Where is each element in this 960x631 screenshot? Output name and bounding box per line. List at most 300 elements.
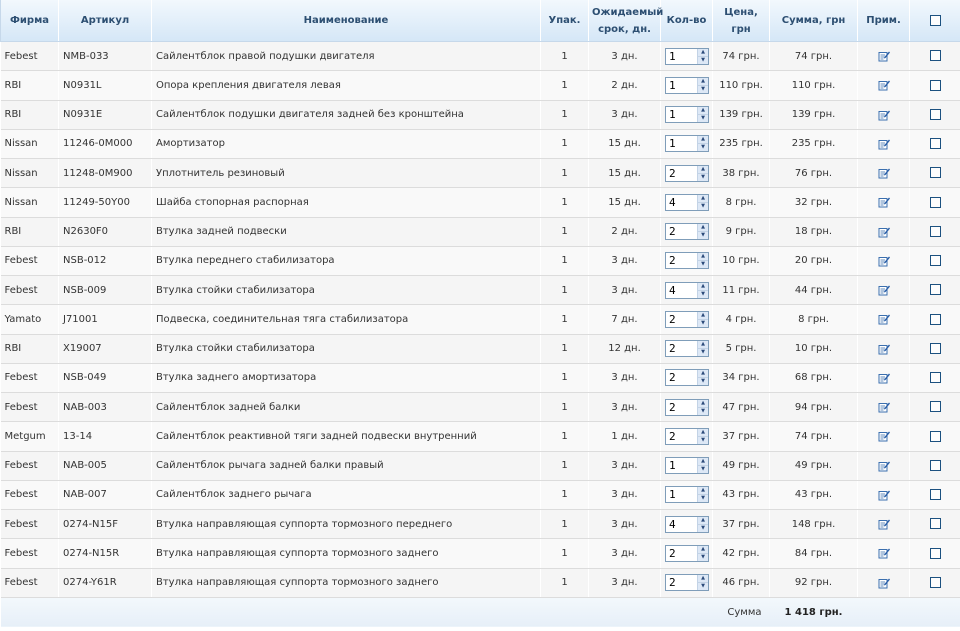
spin-down-icon[interactable]: ▼: [698, 231, 708, 239]
cell-article: 11248-0M900: [59, 159, 152, 188]
col-header-select-all[interactable]: [910, 0, 960, 42]
spin-down-icon[interactable]: ▼: [698, 114, 708, 122]
cell-qty: [661, 42, 713, 71]
cell-term: 3 дн.: [589, 393, 661, 422]
quantity-stepper[interactable]: [665, 545, 709, 562]
row-select-checkbox[interactable]: [930, 226, 941, 237]
cell-price: 235 грн.: [713, 129, 770, 158]
cell-name: Сайлентблок рычага задней балки правый: [152, 451, 541, 480]
cell-note: [858, 510, 910, 539]
quantity-spin-buttons[interactable]: [697, 370, 708, 385]
cell-name: Втулка направляющая суппорта тормозного переднего: [152, 510, 541, 539]
edit-note-icon[interactable]: [862, 255, 905, 267]
cell-article: N2630F0: [59, 217, 152, 246]
cell-firm: RBI: [1, 217, 59, 246]
cell-sum: 84 грн.: [770, 539, 858, 568]
cell-firm: Febest: [1, 393, 59, 422]
row-select-checkbox[interactable]: [930, 372, 941, 383]
quantity-spin-buttons[interactable]: [697, 341, 708, 356]
table-row: [1, 100, 960, 129]
cell-sum: 235 грн.: [770, 129, 858, 158]
cell-article: NSB-012: [59, 246, 152, 275]
cell-qty: [661, 129, 713, 158]
cell-price: 46 грн.: [713, 568, 770, 597]
table-row: [1, 568, 960, 597]
quantity-spin-buttons[interactable]: [697, 224, 708, 239]
cell-pack: 1: [541, 334, 589, 363]
cell-pack: 1: [541, 188, 589, 217]
spin-down-icon[interactable]: ▼: [698, 582, 708, 590]
cell-sum: 43 грн.: [770, 480, 858, 509]
col-header-note: Прим.: [858, 0, 910, 42]
cell-firm: RBI: [1, 71, 59, 100]
cell-price: 37 грн.: [713, 510, 770, 539]
quantity-spin-buttons[interactable]: [697, 253, 708, 268]
edit-note-icon[interactable]: [862, 284, 905, 296]
cell-firm: Febest: [1, 42, 59, 71]
cell-term: 1 дн.: [589, 422, 661, 451]
cell-sum: 44 грн.: [770, 276, 858, 305]
table-row: [1, 539, 960, 568]
col-header-qty: Кол-во: [661, 0, 713, 42]
cell-note: [858, 188, 910, 217]
cell-price: 38 грн.: [713, 159, 770, 188]
edit-note-icon[interactable]: [862, 313, 905, 325]
cell-qty: [661, 217, 713, 246]
quantity-stepper[interactable]: [665, 516, 709, 533]
cell-qty: [661, 393, 713, 422]
edit-note-icon[interactable]: [862, 79, 905, 91]
cell-select: [910, 217, 960, 246]
quantity-spin-buttons[interactable]: [697, 49, 708, 64]
spin-up-icon[interactable]: ▲: [701, 370, 705, 377]
quantity-input[interactable]: [666, 312, 697, 327]
row-select-checkbox[interactable]: [930, 138, 941, 149]
edit-note-icon[interactable]: [862, 430, 905, 442]
table-row: [1, 480, 960, 509]
spin-down-icon[interactable]: ▼: [698, 436, 708, 444]
quantity-input[interactable]: [666, 253, 697, 268]
cell-article: 0274-N15R: [59, 539, 152, 568]
quantity-input[interactable]: [666, 546, 697, 561]
cell-sum: 139 грн.: [770, 100, 858, 129]
cell-qty: [661, 71, 713, 100]
spin-up-icon[interactable]: ▲: [701, 487, 705, 494]
cell-name: Втулка стойки стабилизатора: [152, 334, 541, 363]
cell-firm: Febest: [1, 510, 59, 539]
col-header-pack: Упак.: [541, 0, 589, 42]
spin-down-icon[interactable]: ▼: [698, 377, 708, 385]
cell-article: NSB-049: [59, 363, 152, 392]
cell-pack: 1: [541, 42, 589, 71]
cell-note: [858, 480, 910, 509]
cell-pack: 1: [541, 568, 589, 597]
edit-note-icon[interactable]: [862, 372, 905, 384]
spin-up-icon[interactable]: ▲: [701, 77, 705, 84]
quantity-input[interactable]: [666, 341, 697, 356]
cell-name: Втулка задней подвески: [152, 217, 541, 246]
cell-note: [858, 393, 910, 422]
row-select-checkbox[interactable]: [930, 401, 941, 412]
cell-qty: [661, 510, 713, 539]
cell-term: 3 дн.: [589, 510, 661, 539]
cell-term: 3 дн.: [589, 480, 661, 509]
quantity-input[interactable]: [666, 429, 697, 444]
spin-up-icon[interactable]: ▲: [701, 575, 705, 582]
spin-down-icon[interactable]: ▼: [698, 85, 708, 93]
cell-firm: RBI: [1, 100, 59, 129]
edit-note-icon[interactable]: [862, 343, 905, 355]
footer-label: Сумма: [1, 597, 770, 627]
quantity-stepper[interactable]: [665, 369, 709, 386]
row-select-checkbox[interactable]: [930, 167, 941, 178]
quantity-input[interactable]: [666, 195, 697, 210]
cell-article: 11246-0M000: [59, 129, 152, 158]
cell-note: [858, 71, 910, 100]
quantity-stepper[interactable]: [665, 457, 709, 474]
spin-down-icon[interactable]: ▼: [698, 553, 708, 561]
cell-name: Подвеска, соединительная тяга стабилизатора: [152, 305, 541, 334]
cell-qty: [661, 159, 713, 188]
cell-firm: Febest: [1, 363, 59, 392]
quantity-spin-buttons[interactable]: [697, 458, 708, 473]
quantity-stepper[interactable]: [665, 223, 709, 240]
cell-name: Сайлентблок правой подушки двигателя: [152, 42, 541, 71]
spin-up-icon[interactable]: ▲: [701, 136, 705, 143]
cell-note: [858, 422, 910, 451]
col-header-price: Цена, грн: [713, 0, 770, 42]
cell-note: [858, 451, 910, 480]
cell-article: X19007: [59, 334, 152, 363]
cell-pack: 1: [541, 71, 589, 100]
spin-up-icon[interactable]: ▲: [701, 399, 705, 406]
table-row: [1, 510, 960, 539]
spin-up-icon[interactable]: ▲: [701, 165, 705, 172]
quantity-stepper[interactable]: [665, 399, 709, 416]
quantity-input[interactable]: [666, 166, 697, 181]
cell-qty: [661, 334, 713, 363]
quantity-stepper[interactable]: [665, 428, 709, 445]
quantity-spin-buttons[interactable]: [697, 546, 708, 561]
spin-down-icon[interactable]: ▼: [698, 173, 708, 181]
row-select-checkbox[interactable]: [930, 431, 941, 442]
cell-note: [858, 100, 910, 129]
cell-qty: [661, 188, 713, 217]
cell-select: [910, 393, 960, 422]
cell-firm: Yamato: [1, 305, 59, 334]
quantity-input[interactable]: [666, 487, 697, 502]
edit-note-icon[interactable]: [862, 138, 905, 150]
cell-name: Сайлентблок задней балки: [152, 393, 541, 422]
edit-note-icon[interactable]: [862, 547, 905, 559]
cell-term: 3 дн.: [589, 246, 661, 275]
quantity-stepper[interactable]: [665, 282, 709, 299]
row-select-checkbox[interactable]: [930, 343, 941, 354]
cell-price: 74 грн.: [713, 42, 770, 71]
spin-down-icon[interactable]: ▼: [698, 260, 708, 268]
row-select-checkbox[interactable]: [930, 50, 941, 61]
cell-pack: 1: [541, 422, 589, 451]
quantity-spin-buttons[interactable]: [697, 429, 708, 444]
cell-price: 4 грн.: [713, 305, 770, 334]
cell-price: 42 грн.: [713, 539, 770, 568]
cell-firm: Febest: [1, 539, 59, 568]
cell-select: [910, 159, 960, 188]
spin-up-icon[interactable]: ▲: [701, 341, 705, 348]
cell-pack: 1: [541, 393, 589, 422]
cell-firm: Metgum: [1, 422, 59, 451]
cell-term: 2 дн.: [589, 217, 661, 246]
cell-name: Сайлентблок реактивной тяги задней подвески внутренний: [152, 422, 541, 451]
cell-term: 15 дн.: [589, 159, 661, 188]
cell-sum: 49 грн.: [770, 451, 858, 480]
quantity-stepper[interactable]: [665, 311, 709, 328]
cell-note: [858, 276, 910, 305]
spin-up-icon[interactable]: ▲: [701, 311, 705, 318]
row-select-checkbox[interactable]: [930, 284, 941, 295]
row-select-checkbox[interactable]: [930, 255, 941, 266]
cell-select: [910, 510, 960, 539]
edit-note-icon[interactable]: [862, 109, 905, 121]
quantity-spin-buttons[interactable]: [697, 78, 708, 93]
spin-down-icon[interactable]: ▼: [698, 56, 708, 64]
cell-sum: 74 грн.: [770, 422, 858, 451]
cell-note: [858, 217, 910, 246]
cell-pack: 1: [541, 129, 589, 158]
cell-select: [910, 129, 960, 158]
edit-note-icon[interactable]: [862, 167, 905, 179]
edit-note-icon[interactable]: [862, 577, 905, 589]
quantity-spin-buttons[interactable]: [697, 312, 708, 327]
quantity-input[interactable]: [666, 517, 697, 532]
col-header-sum: Сумма, грн: [770, 0, 858, 42]
cell-note: [858, 129, 910, 158]
cell-article: N0931E: [59, 100, 152, 129]
spin-up-icon[interactable]: ▲: [701, 107, 705, 114]
cell-term: 3 дн.: [589, 451, 661, 480]
quantity-stepper[interactable]: [665, 165, 709, 182]
cell-price: 34 грн.: [713, 363, 770, 392]
row-select-checkbox[interactable]: [930, 109, 941, 120]
quantity-input[interactable]: [666, 49, 697, 64]
quantity-stepper[interactable]: [665, 252, 709, 269]
cell-article: NAB-003: [59, 393, 152, 422]
edit-note-icon[interactable]: [862, 489, 905, 501]
cell-price: 139 грн.: [713, 100, 770, 129]
cell-firm: Febest: [1, 568, 59, 597]
quantity-input[interactable]: [666, 224, 697, 239]
edit-note-icon[interactable]: [862, 50, 905, 62]
cell-article: NSB-009: [59, 276, 152, 305]
row-select-checkbox[interactable]: [930, 577, 941, 588]
cell-select: [910, 451, 960, 480]
cell-note: [858, 246, 910, 275]
table-row: [1, 305, 960, 334]
quantity-input[interactable]: [666, 400, 697, 415]
cell-article: NAB-007: [59, 480, 152, 509]
spin-up-icon[interactable]: ▲: [701, 224, 705, 231]
cell-price: 110 грн.: [713, 71, 770, 100]
spin-down-icon[interactable]: ▼: [698, 202, 708, 210]
cell-term: 3 дн.: [589, 568, 661, 597]
cell-article: J71001: [59, 305, 152, 334]
spin-down-icon[interactable]: ▼: [698, 407, 708, 415]
spin-up-icon[interactable]: ▲: [701, 48, 705, 55]
row-select-checkbox[interactable]: [930, 314, 941, 325]
quantity-stepper[interactable]: [665, 194, 709, 211]
table-row: [1, 159, 960, 188]
cell-qty: [661, 276, 713, 305]
cell-name: Втулка направляющая суппорта тормозного заднего: [152, 568, 541, 597]
spin-down-icon[interactable]: ▼: [698, 290, 708, 298]
quantity-input[interactable]: [666, 458, 697, 473]
cell-article: 0274-Y61R: [59, 568, 152, 597]
col-header-article: Артикул: [59, 0, 152, 42]
table-row: [1, 451, 960, 480]
cell-firm: Febest: [1, 480, 59, 509]
quantity-spin-buttons[interactable]: [697, 517, 708, 532]
cell-firm: Febest: [1, 451, 59, 480]
quantity-spin-buttons[interactable]: [697, 166, 708, 181]
quantity-input[interactable]: [666, 370, 697, 385]
cell-name: Втулка стойки стабилизатора: [152, 276, 541, 305]
cell-term: 3 дн.: [589, 100, 661, 129]
quantity-stepper[interactable]: [665, 340, 709, 357]
cell-firm: Febest: [1, 246, 59, 275]
footer-spacer: [858, 597, 960, 627]
cell-pack: 1: [541, 363, 589, 392]
spin-up-icon[interactable]: ▲: [701, 253, 705, 260]
table-row: [1, 422, 960, 451]
quantity-spin-buttons[interactable]: [697, 283, 708, 298]
footer-row: [1, 597, 960, 627]
edit-note-icon[interactable]: [862, 196, 905, 208]
spin-down-icon[interactable]: ▼: [698, 319, 708, 327]
cell-qty: [661, 422, 713, 451]
quantity-input[interactable]: [666, 107, 697, 122]
quantity-stepper[interactable]: [665, 486, 709, 503]
quantity-input[interactable]: [666, 283, 697, 298]
cell-name: Уплотнитель резиновый: [152, 159, 541, 188]
cell-name: Втулка направляющая суппорта тормозного заднего: [152, 539, 541, 568]
cell-qty: [661, 568, 713, 597]
spin-down-icon[interactable]: ▼: [698, 143, 708, 151]
cell-article: 13-14: [59, 422, 152, 451]
cell-select: [910, 305, 960, 334]
cell-sum: 74 грн.: [770, 42, 858, 71]
quantity-spin-buttons[interactable]: [697, 136, 708, 151]
col-header-name: Наименование: [152, 0, 541, 42]
quantity-input[interactable]: [666, 575, 697, 590]
quantity-input[interactable]: [666, 136, 697, 151]
cell-pack: 1: [541, 246, 589, 275]
quantity-spin-buttons[interactable]: [697, 487, 708, 502]
cell-select: [910, 363, 960, 392]
cell-name: Амортизатор: [152, 129, 541, 158]
cell-sum: 10 грн.: [770, 334, 858, 363]
spin-down-icon[interactable]: ▼: [698, 524, 708, 532]
cell-name: Сайлентблок заднего рычага: [152, 480, 541, 509]
row-select-checkbox[interactable]: [930, 518, 941, 529]
cell-term: 3 дн.: [589, 539, 661, 568]
quantity-stepper[interactable]: [665, 77, 709, 94]
select-all-checkbox[interactable]: [930, 15, 941, 26]
cell-term: 3 дн.: [589, 363, 661, 392]
spin-down-icon[interactable]: ▼: [698, 494, 708, 502]
spin-up-icon[interactable]: ▲: [701, 458, 705, 465]
spin-up-icon[interactable]: ▲: [701, 282, 705, 289]
cell-term: 2 дн.: [589, 71, 661, 100]
table-row: [1, 334, 960, 363]
table-row: [1, 393, 960, 422]
edit-note-icon[interactable]: [862, 401, 905, 413]
cell-name: Шайба стопорная распорная: [152, 188, 541, 217]
quantity-spin-buttons[interactable]: [697, 195, 708, 210]
cell-qty: [661, 480, 713, 509]
cell-term: 3 дн.: [589, 276, 661, 305]
spin-up-icon[interactable]: ▲: [701, 194, 705, 201]
cell-firm: Nissan: [1, 188, 59, 217]
cell-select: [910, 100, 960, 129]
quantity-spin-buttons[interactable]: [697, 400, 708, 415]
spin-down-icon[interactable]: ▼: [698, 348, 708, 356]
cell-sum: 18 грн.: [770, 217, 858, 246]
table-row: [1, 71, 960, 100]
cell-sum: 76 грн.: [770, 159, 858, 188]
quantity-input[interactable]: [666, 78, 697, 93]
spin-down-icon[interactable]: ▼: [698, 465, 708, 473]
row-select-checkbox[interactable]: [930, 80, 941, 91]
cell-name: Опора крепления двигателя левая: [152, 71, 541, 100]
cell-select: [910, 539, 960, 568]
cell-firm: Nissan: [1, 159, 59, 188]
quantity-spin-buttons[interactable]: [697, 107, 708, 122]
row-select-checkbox[interactable]: [930, 548, 941, 559]
cell-select: [910, 334, 960, 363]
edit-note-icon[interactable]: [862, 518, 905, 530]
row-select-checkbox[interactable]: [930, 489, 941, 500]
row-select-checkbox[interactable]: [930, 460, 941, 471]
cell-term: 15 дн.: [589, 188, 661, 217]
cell-sum: 148 грн.: [770, 510, 858, 539]
cell-select: [910, 246, 960, 275]
row-select-checkbox[interactable]: [930, 197, 941, 208]
cell-price: 8 грн.: [713, 188, 770, 217]
table-row: [1, 276, 960, 305]
table-row: [1, 246, 960, 275]
quantity-stepper[interactable]: [665, 106, 709, 123]
cell-name: Втулка переднего стабилизатора: [152, 246, 541, 275]
cell-firm: Febest: [1, 276, 59, 305]
spin-up-icon[interactable]: ▲: [701, 545, 705, 552]
cell-pack: 1: [541, 159, 589, 188]
spin-up-icon[interactable]: ▲: [701, 516, 705, 523]
cell-qty: [661, 363, 713, 392]
cell-article: NMB-033: [59, 42, 152, 71]
quantity-stepper[interactable]: [665, 574, 709, 591]
quantity-stepper[interactable]: [665, 135, 709, 152]
edit-note-icon[interactable]: [862, 460, 905, 472]
quantity-spin-buttons[interactable]: [697, 575, 708, 590]
cell-price: 47 грн.: [713, 393, 770, 422]
quantity-stepper[interactable]: [665, 48, 709, 65]
cell-price: 5 грн.: [713, 334, 770, 363]
edit-note-icon[interactable]: [862, 226, 905, 238]
spin-up-icon[interactable]: ▲: [701, 428, 705, 435]
cell-name: Втулка заднего амортизатора: [152, 363, 541, 392]
cell-term: 12 дн.: [589, 334, 661, 363]
cell-note: [858, 568, 910, 597]
